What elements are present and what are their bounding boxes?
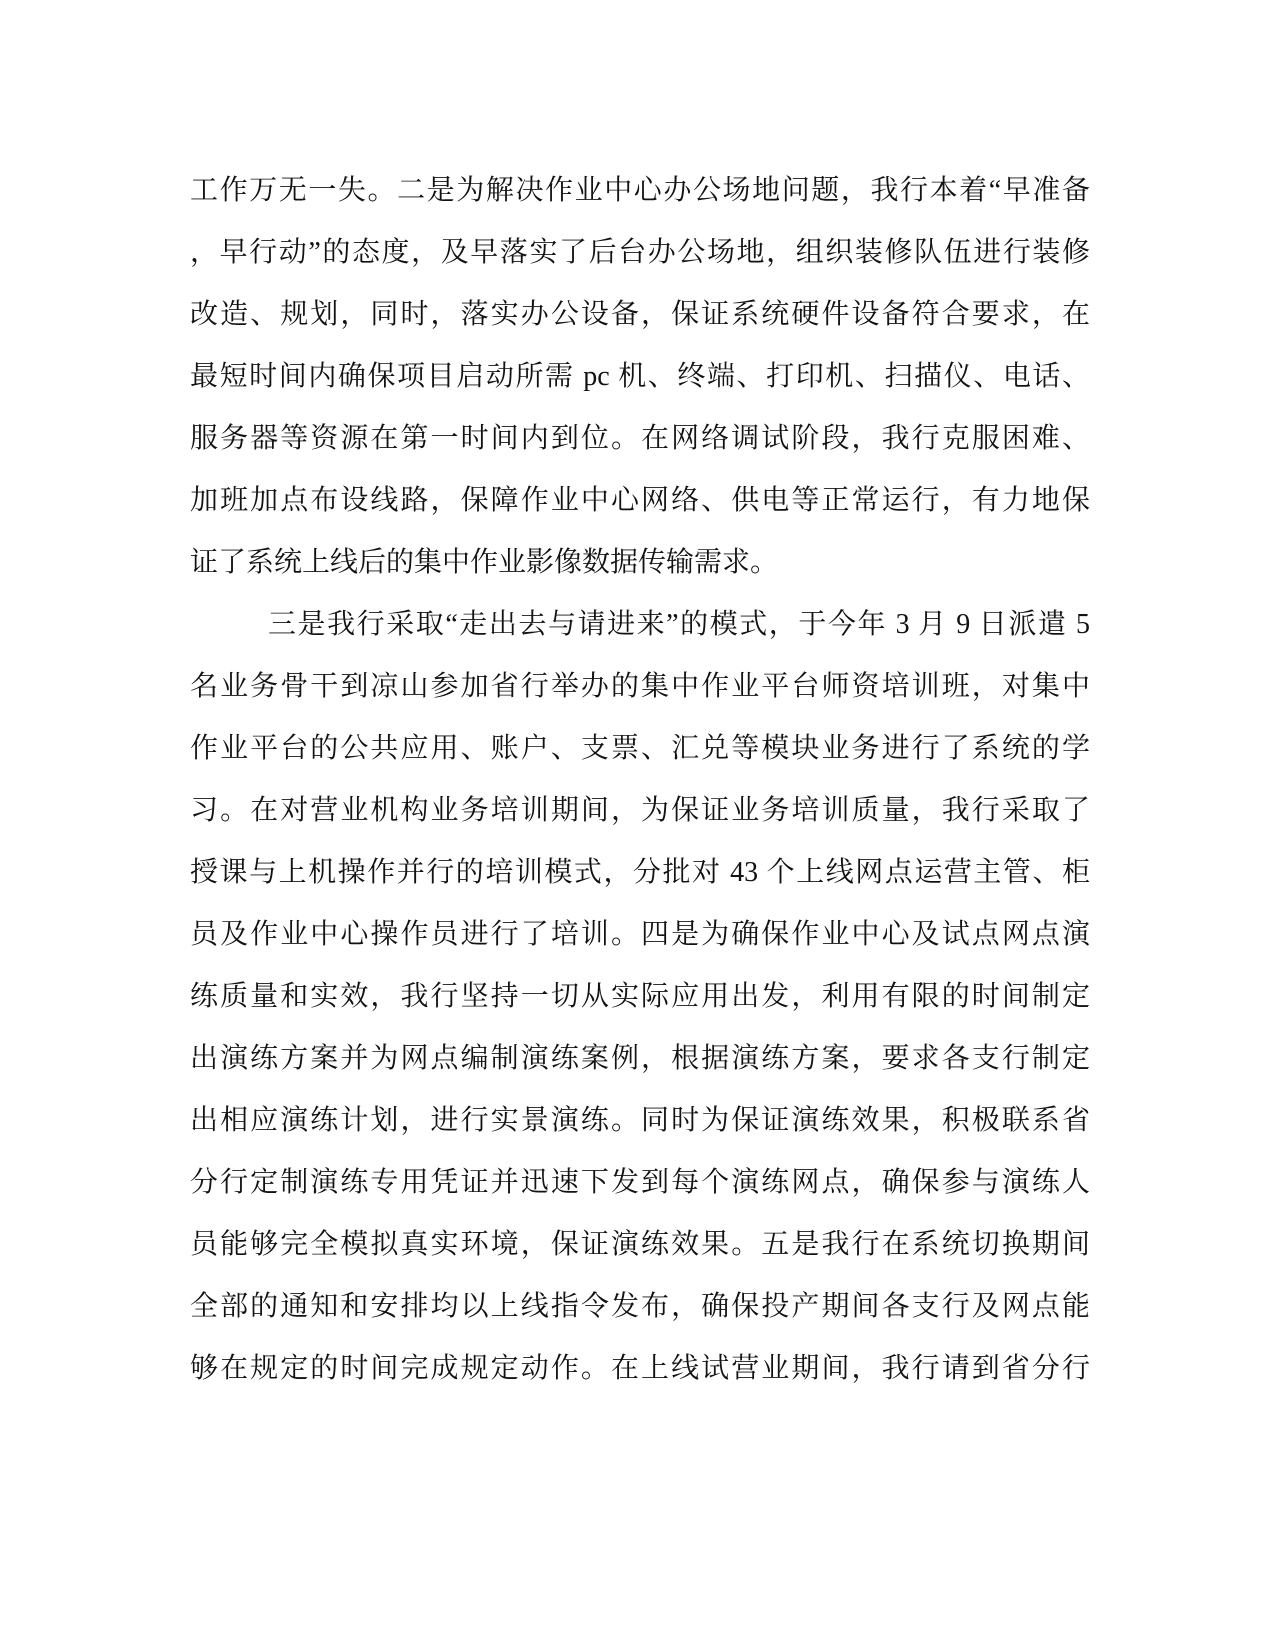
text-line: 证了系统上线后的集中作业影像数据传输需求。 [190,547,779,578]
text-line: 最短时间内确保项目启动所需 pc 机、终端、打印机、扫描仪、电话、 [190,361,1090,392]
text-line: 出演练方案并为网点编制演练案例，根据演练方案，要求各支行制定 [190,1043,1090,1074]
body-text-column [190,160,1090,1400]
text-line: 服务器等资源在第一时间内到位。在网络调试阶段，我行克服困难、 [190,423,1090,454]
text-line: 作业平台的公共应用、账户、支票、汇兑等模块业务进行了系统的学 [190,733,1090,764]
paragraph-2 [190,594,1090,1400]
text-line: 习。在对营业机构业务培训期间，为保证业务培训质量，我行采取了 [190,795,1090,826]
text-line: ，早行动”的态度，及早落实了后台办公场地，组织装修队伍进行装修 [190,237,1090,268]
text-line: 三是我行采取“走出去与请进来”的模式，于今年 3 月 9 日派遣 5 [268,609,1090,640]
text-line: 练质量和实效，我行坚持一切从实际应用出发，利用有限的时间制定 [190,981,1090,1012]
text-line: 改造、规划，同时，落实办公设备，保证系统硬件设备符合要求，在 [190,299,1090,330]
text-line: 授课与上机操作并行的培训模式，分批对 43 个上线网点运营主管、柜 [190,857,1090,888]
paragraph-1 [190,160,1090,594]
text-line: 全部的通知和安排均以上线指令发布，确保投产期间各支行及网点能 [190,1291,1090,1322]
text-line: 员及作业中心操作员进行了培训。四是为确保作业中心及试点网点演 [190,919,1090,950]
text-line: 工作万无一失。二是为解决作业中心办公场地问题，我行本着“早准备 [190,175,1090,206]
text-line: 够在规定的时间完成规定动作。在上线试营业期间，我行请到省分行 [190,1353,1090,1384]
text-line: 分行定制演练专用凭证并迅速下发到每个演练网点，确保参与演练人 [190,1167,1090,1198]
text-line: 出相应演练计划，进行实景演练。同时为保证演练效果，积极联系省 [190,1105,1090,1136]
text-line: 员能够完全模拟真实环境，保证演练效果。五是我行在系统切换期间 [190,1229,1090,1260]
text-line: 加班加点布设线路，保障作业中心网络、供电等正常运行，有力地保 [190,485,1090,516]
text-line: 名业务骨干到凉山参加省行举办的集中作业平台师资培训班，对集中 [190,671,1090,702]
